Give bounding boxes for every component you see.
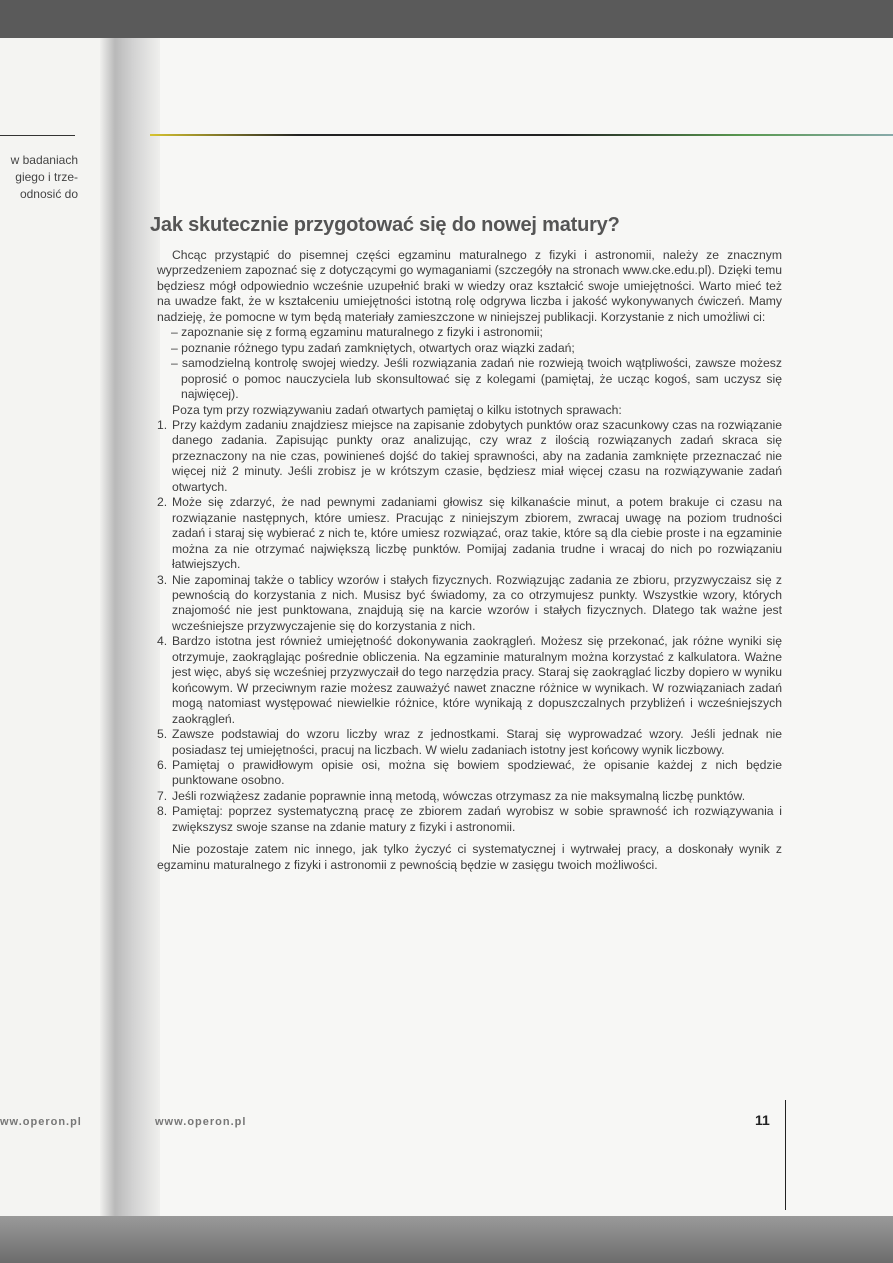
item-text: Nie zapominaj także o tablicy wzorów i stałych fizycznych. Rozwiązując zadania ze zbioru, przyzwyczaisz się z pewnością do korzystania z nich. Musisz być świadomy, za co otrzymujesz punkty. Wszystkie wzory, których znajomość nie jest punktowana, znajdują się na karcie wzorów i stałych fizycznych. Dlatego tak ważne jest wcześniejsze przyzwyczajenie się do korzystania z nich.: [172, 572, 782, 633]
bullet-item: – zapoznanie się z formą egzaminu maturalnego z fizyki i astronomii;: [171, 325, 543, 340]
header-rule: [150, 134, 893, 136]
numbered-item: [157, 634, 782, 727]
item-text: Przy każdym zadaniu znajdziesz miejsce na zapisanie zdobytych punktów oraz szacunkowy czas na rozwiązanie danego zadania. Zapisując punkty oraz analizując, czy wraz z ilością rozwiązanych zadań skraca się przeznaczony na nie czas, powinieneś dojść do takiej sprawności, aby na zadania zamknięte przeznaczać nie więcej niż 2 minuty. Jeśli zrobisz je w krótszym czasie, będziesz miał więcej czasu na rozwiązywanie zadań otwartych.: [172, 417, 782, 494]
bullet-item: – poznanie różnego typu zadań zamkniętych, otwartych oraz wiązki zadań;: [171, 340, 575, 355]
closing-paragraph: Nie pozostaje zatem nic innego, jak tylko życzyć ci systematycznej i wytrwałej pracy, a doskonały wynik z egzaminu maturalnego z fizyki i astronomii z pewnością będzie w zasięgu twoich możliwości.: [157, 842, 782, 872]
numbered-item: [157, 789, 782, 804]
numbered-item: [157, 727, 782, 758]
bullet-list: [157, 325, 782, 402]
left-fragment-line: odnosić do: [19, 187, 78, 201]
numbered-list: [157, 418, 782, 835]
item-text: Zawsze podstawiaj do wzoru liczby wraz z jednostkami. Staraj się wyprowadzać wzory. Jeśli jednak nie posiadasz tej umiejętności, pracuj na liczbach. W wielu zadaniach istotny jest końcowy wynik liczbowy.: [172, 727, 782, 757]
numbered-item: [157, 804, 782, 835]
page-title: Jak skutecznie przygotować się do nowej matury?: [150, 214, 620, 236]
item-number: 6.: [157, 757, 168, 772]
numbered-item: [157, 418, 782, 495]
numbered-item: [157, 495, 782, 572]
footer-url: www.operon.pl: [155, 1116, 247, 1128]
intro-paragraph: Chcąc przystąpić do pisemnej części egzaminu maturalnego z fizyki i astronomii, należy ze znacznym wyprzedzeniem zapoznać się z dotyczącymi go wymaganiami (szczegóły na stronach www.cke.edu.pl). Dzięki temu będziesz mógł odpowiednio wcześnie uzupełnić braki w wiedzy oraz kształcić swoje umiejętności. Warto mieć też na uwadze fakt, że w kształceniu umiejętności istotną rolę odgrywa liczba i jakość wykonywanych ćwiczeń. Mamy nadzieję, że pomocne w tym będą materiały zamieszczone w niniejszej publikacji. Korzystanie z nich umożliwi ci:: [157, 248, 782, 324]
item-number: 5.: [157, 727, 168, 742]
left-fragment-line: giego i trze-: [15, 170, 78, 184]
item-number: 1.: [157, 417, 168, 432]
item-text: Pamiętaj o prawidłowym opisie osi, można się bowiem spodziewać, że opisanie każdej z nich będzie punktowane osobno.: [172, 757, 782, 788]
body-text: [157, 248, 782, 873]
item-text: Bardzo istotna jest również umiejętność dokonywania zaokrągleń. Możesz się przekonać, jak różne wyniki się otrzymuje, zaokrąglając pośrednie obliczenia. Na egzaminie maturalnym można korzystać z kalkulatora. Ważne jest więc, abyś się wcześniej przyzwyczaił do tego narzędzia pracy. Staraj się zaokrąglać liczby dopiero w wyniku końcowym. W przeciwnym razie możesz zauważyć nawet znaczne różnice w wynikach. W rozwiązaniach zadań mogą natomiast występować niewielkie różnice, które wynikają z dopuszczalnych przybliżeń i wcześniejszych zaokrągleń.: [172, 634, 782, 726]
scan-top-border: [0, 0, 893, 38]
scan-bottom-border: [0, 1216, 893, 1263]
item-text: Może się zdarzyć, że nad pewnymi zadaniami głowisz się kilkanaście minut, a potem brakuje ci czasu na rozwiązanie następnych, które umiesz. Pracując z niniejszym zbiorem, zwracaj uwagę na poziom trudności zadań i staraj się wybierać z nich te, które umiesz rozwiązać, oraz takie, które są dla ciebie proste i na egzaminie można za nie otrzymać największą liczbę punktów. Pomijaj zadania trudne i wracaj do nich po rozwiązaniu łatwiejszych.: [172, 495, 782, 572]
bullet-item: – samodzielną kontrolę swojej wiedzy. Jeśli rozwiązania zadań nie rozwieją twoich wątpliwości, zawsze możesz poprosić o pomoc nauczyciela lub skonsultować się z kolegami (pamiętaj, że ucząc kogoś, sam uczysz się najwięcej).: [171, 356, 782, 402]
numbered-item: [157, 573, 782, 635]
footer-vertical-rule: [785, 1100, 786, 1210]
numbered-item: [157, 758, 782, 789]
left-page-fragment: [2, 152, 78, 203]
item-number: 4.: [157, 634, 168, 649]
list-intro: Poza tym przy rozwiązywaniu zadań otwartych pamiętaj o kilku istotnych sprawach:: [172, 402, 622, 417]
item-number: 7.: [157, 788, 168, 803]
left-page: [0, 38, 112, 1216]
left-page-footer: ww.operon.pl: [0, 1116, 82, 1128]
item-text: Jeśli rozwiążesz zadanie poprawnie inną metodą, wówczas otrzymasz za nie maksymalną liczbę punktów.: [172, 788, 746, 803]
left-fragment-line: w badaniach: [10, 153, 78, 167]
item-text: Pamiętaj: poprzez systematyczną pracę ze zbiorem zadań wyrobisz w sobie sprawność ich rozwiązywania i zwiększysz swoje szanse na zdanie matury z fizyki i astronomii.: [172, 804, 782, 834]
item-number: 3.: [157, 572, 168, 587]
left-page-rule: [0, 135, 75, 136]
page-number: 11: [755, 1112, 770, 1128]
item-number: 2.: [157, 495, 168, 510]
item-number: 8.: [157, 804, 168, 819]
